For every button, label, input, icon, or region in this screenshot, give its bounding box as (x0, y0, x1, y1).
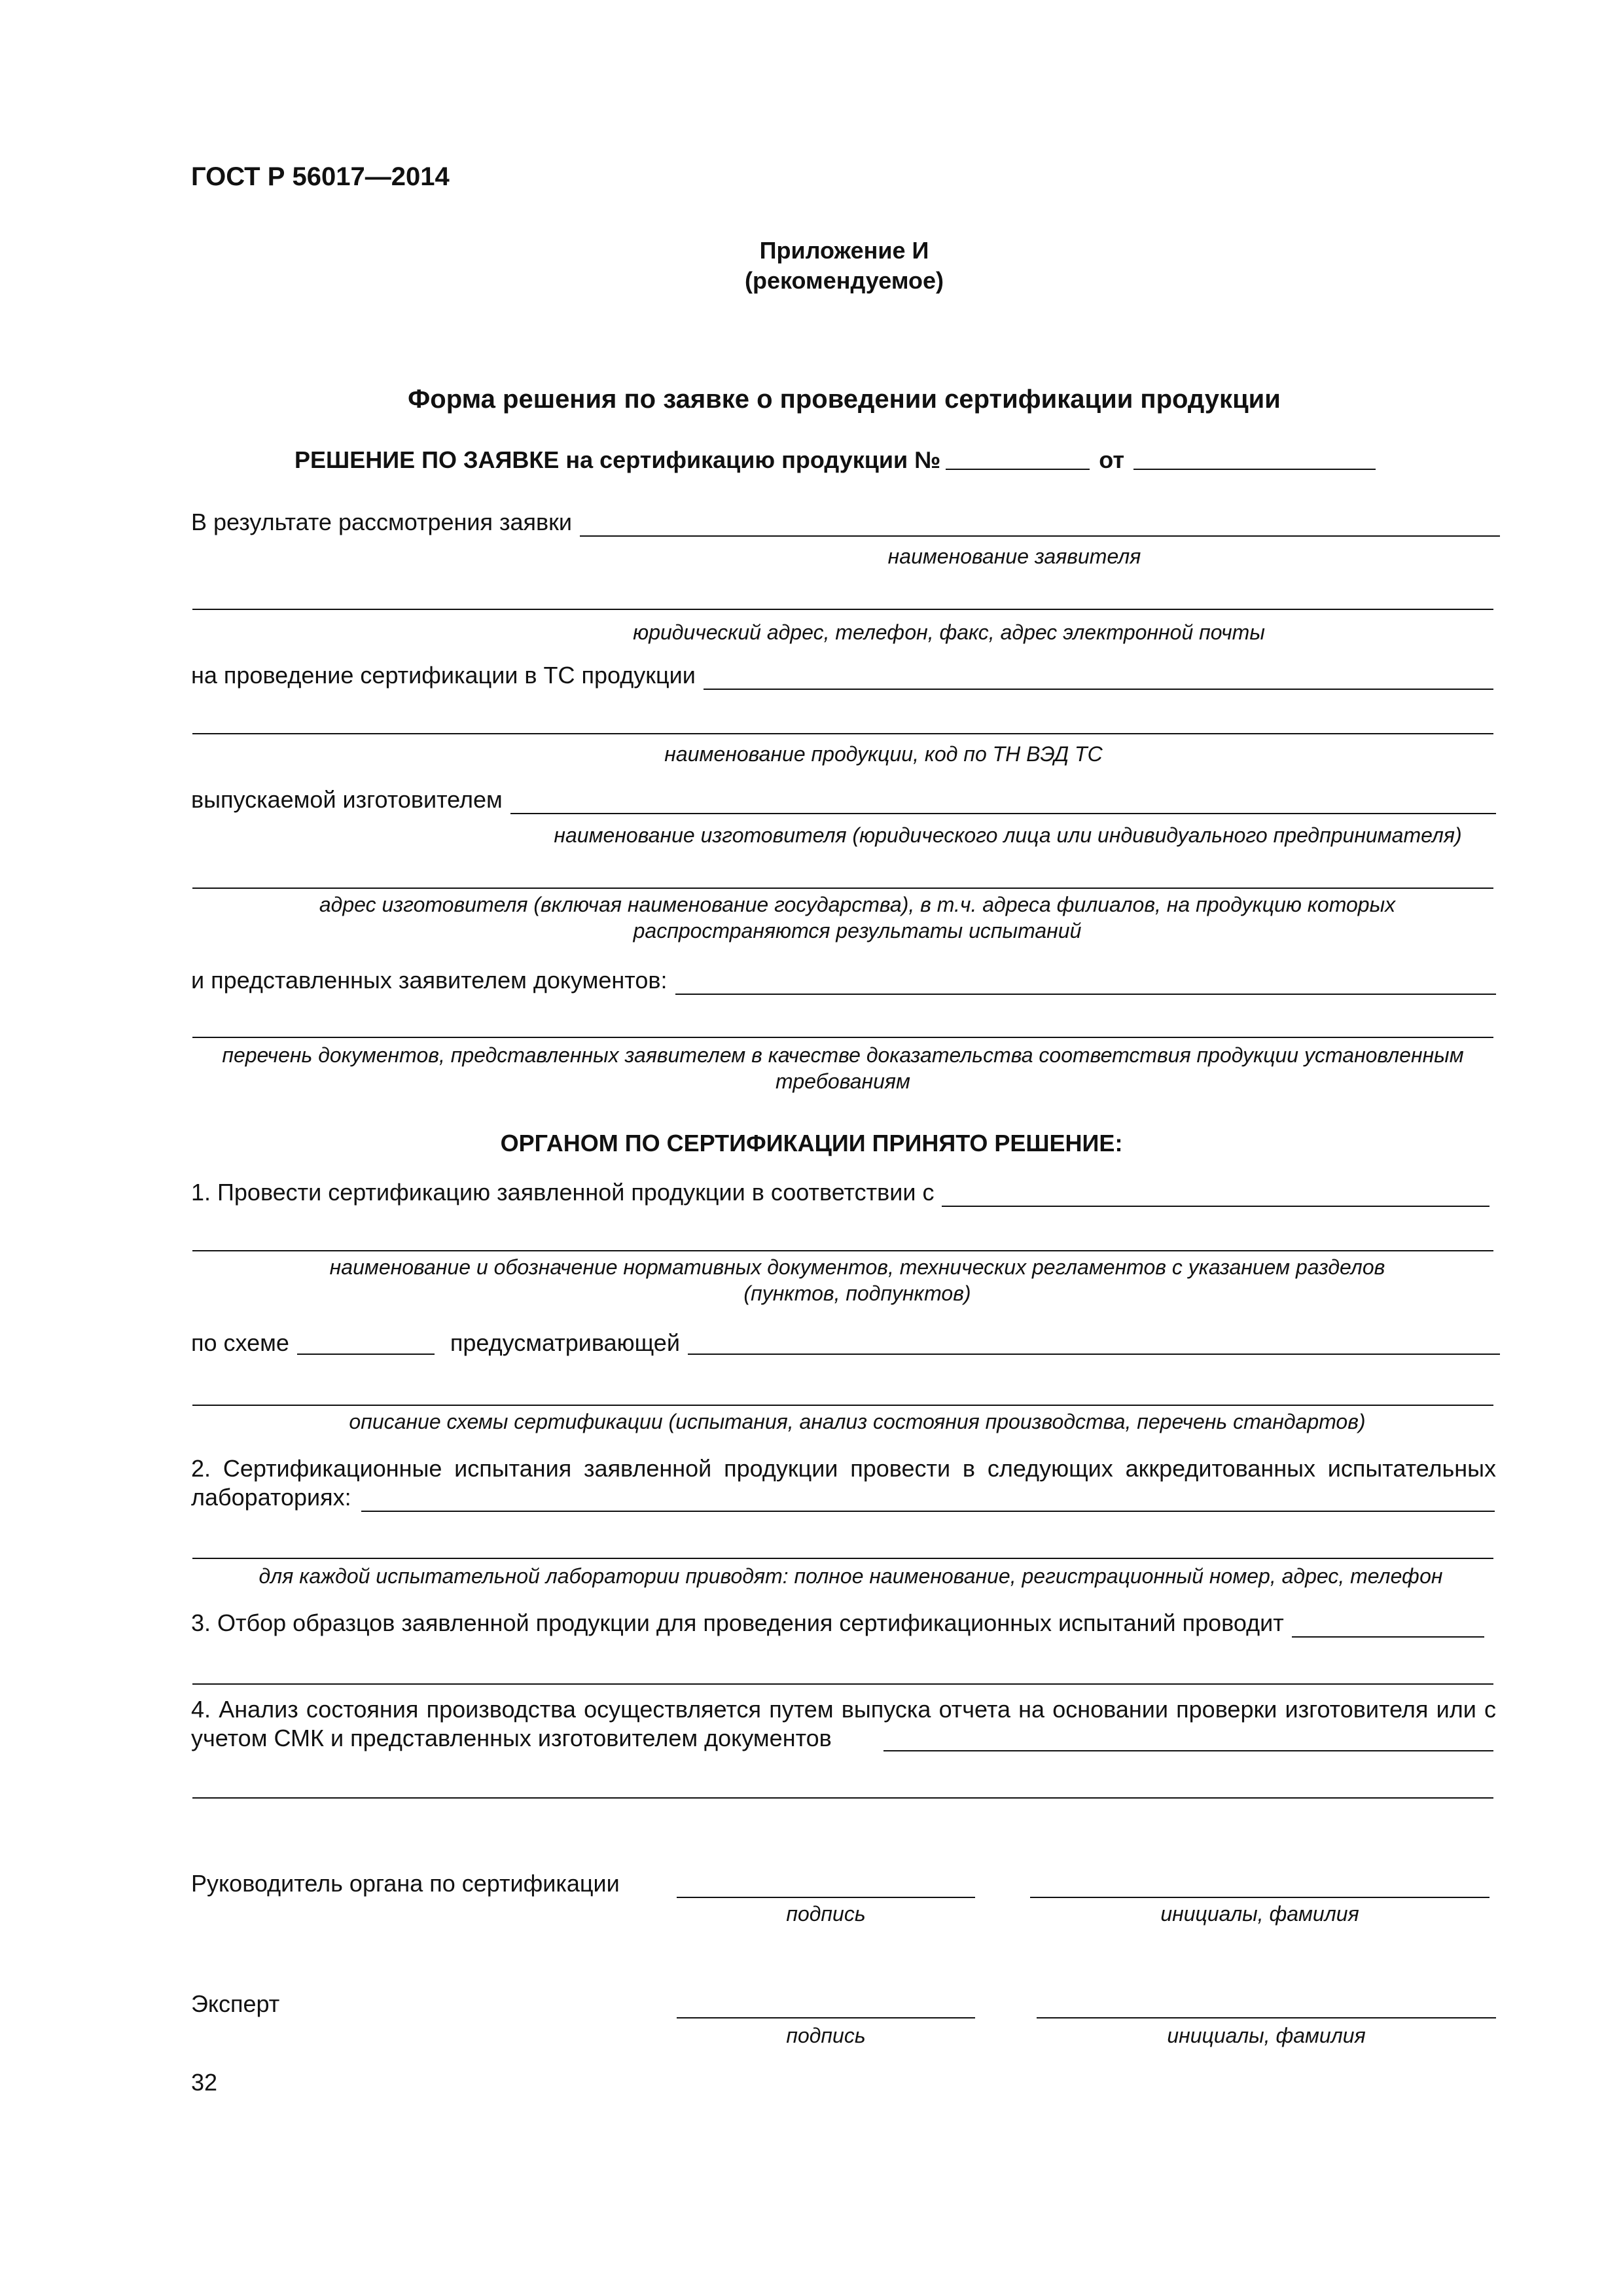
item3-field-2[interactable] (192, 1683, 1493, 1685)
expert-name-field[interactable] (1037, 2017, 1496, 2018)
scheme-field-2[interactable] (192, 1405, 1493, 1406)
scheme-hint: описание схемы сертификации (испытания, анализ состояния производства, перечень стандартов) (349, 1410, 1366, 1433)
expert-signature-field[interactable] (677, 2017, 975, 2018)
item1-label: 1. Провести сертификацию заявленной продукции в соответствии с (191, 1179, 935, 1206)
cert-label: на проведение сертификации в ТС продукции (191, 662, 696, 689)
decision-from-label: от (1099, 446, 1124, 473)
docs-field[interactable] (675, 970, 1496, 995)
item3-label: 3. Отбор образцов заявленной продукции для проведения сертификационных испытаний проводит (191, 1609, 1284, 1636)
expert-signature-hint: подпись (786, 2024, 866, 2047)
applicant-name-field[interactable] (580, 512, 1500, 537)
item4-label: 4. Анализ состояния производства осуществляется путем выпуска отчета на основании проверки изготовителя или с учетом СМК и представленных изготовителем документов (191, 1696, 1496, 1751)
item1-field-2[interactable] (192, 1250, 1493, 1251)
applicant-address-hint: юридический адрес, телефон, факс, адрес электронной почты (633, 620, 1265, 644)
docs-field-2[interactable] (192, 1037, 1493, 1038)
docs-row (191, 966, 1496, 995)
product-hint: наименование продукции, код по ТН ВЭД ТС (664, 742, 1103, 766)
head-signature-hint: подпись (786, 1902, 866, 1926)
applicant-name-hint: наименование заявителя (887, 545, 1141, 568)
item2-field-2[interactable] (192, 1558, 1493, 1559)
standard-code: ГОСТ Р 56017—2014 (191, 162, 450, 191)
expert-name-hint: инициалы, фамилия (1167, 2024, 1366, 2047)
item2-field[interactable] (361, 1511, 1495, 1512)
manufacturer-address-hint: адрес изготовителя (включая наименование государства), в т.ч. адреса филиалов, на продукцию которых распространяются результаты испытаний (319, 893, 1396, 942)
form-title: Форма решения по заявке о проведении сертификации продукции (408, 385, 1281, 414)
expert-label: Эксперт (191, 1990, 280, 2017)
product-field-2[interactable] (192, 733, 1493, 734)
decision-heading (294, 446, 1376, 474)
item2-label: 2. Сертификационные испытания заявленной продукции провести в следующих аккредитованных испытательных лабораториях: (191, 1455, 1496, 1511)
scheme-description-field[interactable] (688, 1330, 1500, 1355)
decision-date-field[interactable] (1133, 446, 1376, 470)
item3-field[interactable] (1292, 1613, 1484, 1638)
manufacturer-field[interactable] (510, 789, 1496, 814)
head-name-hint: инициалы, фамилия (1160, 1902, 1359, 1926)
review-row (191, 508, 1500, 537)
item4-block (191, 1695, 1496, 1753)
item1-field[interactable] (942, 1182, 1489, 1207)
item4-field-2[interactable] (192, 1797, 1493, 1799)
appendix-title: Приложение И (759, 237, 929, 264)
item1-hint: наименование и обозначение нормативных документов, технических регламентов с указанием разделов (пунктов, подпунктов) (329, 1255, 1385, 1305)
appendix-type: (рекомендуемое) (745, 267, 944, 294)
docs-hint: перечень документов, представленных заявителем в качестве доказательства соответствия продукции установленным требованиям (222, 1043, 1464, 1093)
product-field[interactable] (704, 665, 1493, 690)
scheme-number-field[interactable] (297, 1330, 435, 1355)
manufacturer-hint: наименование изготовителя (юридического лица или индивидуального предпринимателя) (554, 823, 1462, 847)
item3-row (191, 1609, 1484, 1638)
decision-title: ОРГАНОМ ПО СЕРТИФИКАЦИИ ПРИНЯТО РЕШЕНИЕ: (500, 1130, 1123, 1157)
decision-heading-text: РЕШЕНИЕ ПО ЗАЯВКЕ на сертификацию продукции № (294, 446, 941, 473)
scheme-label: по схеме (191, 1329, 289, 1356)
scheme-provides-label: предусматривающей (450, 1329, 680, 1356)
manufacturer-label: выпускаемой изготовителем (191, 786, 503, 813)
head-name-field[interactable] (1030, 1897, 1489, 1898)
decision-number-field[interactable] (946, 446, 1090, 470)
manufacturer-address-field[interactable] (192, 888, 1493, 889)
head-label: Руководитель органа по сертификации (191, 1870, 620, 1897)
page-number: 32 (191, 2069, 218, 2096)
head-signature-field[interactable] (677, 1897, 975, 1898)
product-row (191, 661, 1493, 690)
applicant-address-field[interactable] (192, 609, 1493, 610)
item2-hint: для каждой испытательной лаборатории приводят: полное наименование, регистрационный номер, адрес, телефон (259, 1564, 1443, 1588)
item4-field[interactable] (883, 1750, 1493, 1751)
manufacturer-row (191, 785, 1496, 814)
item2-block (191, 1454, 1496, 1512)
docs-label: и представленных заявителем документов: (191, 967, 668, 994)
scheme-row (191, 1329, 1500, 1357)
review-label: В результате рассмотрения заявки (191, 509, 572, 535)
item1-row (191, 1178, 1489, 1207)
